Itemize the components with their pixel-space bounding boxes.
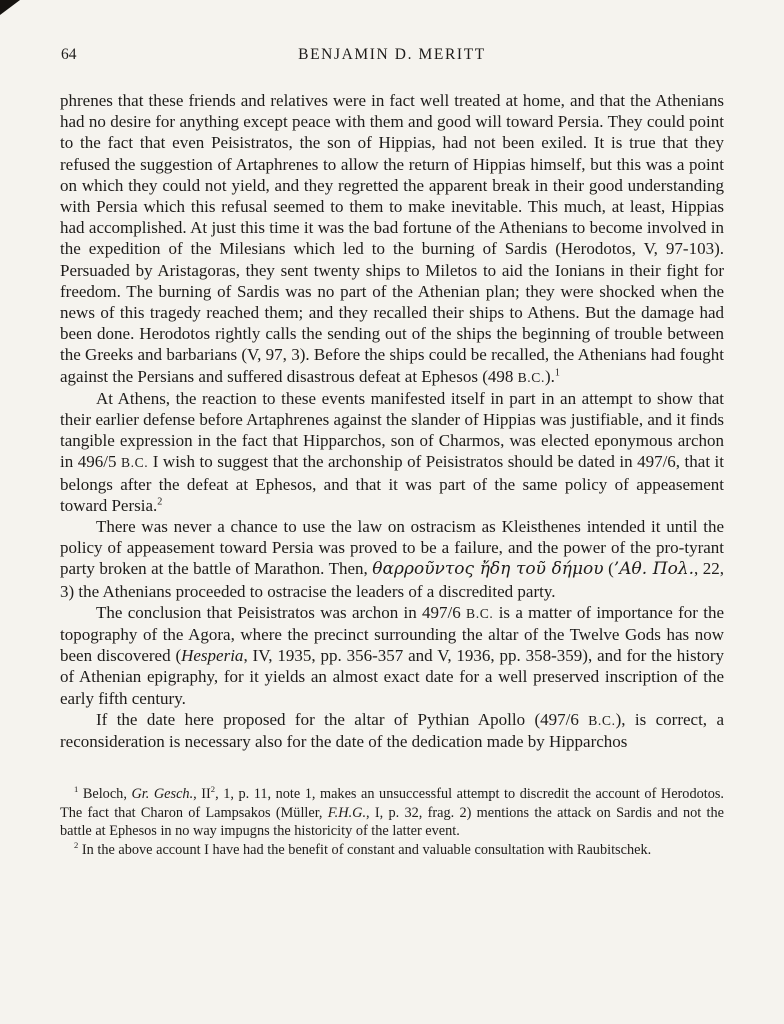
text-run: F.H.G.	[327, 804, 367, 821]
article-body	[60, 90, 724, 752]
scan-artifact	[0, 0, 20, 15]
page-number: 64	[61, 46, 77, 63]
text-run: If the date here proposed for the altar of Pythian Apollo (497/6	[96, 709, 589, 729]
text-run: phrenes that these friends and relatives were in fact well treated at home, and that the Athenians had no desire for anything except peace with them and good will toward Persia. They could point to the fact that even Peisistratos, the son of Hippias, had not been exiled. It is true that they refused the suggestion of Artaphrenes to allow the return of Hippias himself, but this was a point on which they could not yield, and they regretted the apparent break in their good understanding with Persia which this refusal seemed to them to make inevitable. This much, at least, Hippias had accomplished. At just this time it was the bad fortune of the Athenians to become involved in the expedition of the Milesians which led to the burning of Sardis (Herodotos, V, 97-103). Persuaded by Aristagoras, they sent twenty ships to Miletos to aid the Ionians in their fight for freedom. The burning of Sardis was no part of the Athenian plan; they were shocked when the news of this tragedy reached them; and they recalled their ships to Athens. But the damage had been done. Herodotos rightly calls the sending out of the ships the beginning of trouble between the Greeks and barbarians (V, 97, 3). Before the ships could be recalled, the Athenians had fought against the Persians and suffered disastrous defeat at Ephesos (498	[60, 91, 724, 386]
footnote-1	[60, 785, 724, 841]
text-run: B.C.	[466, 605, 494, 621]
text-run: , IV, 1935, pp. 356-357 and V, 1936, pp. 358-359), and for the history of Athenian epigraphy, for it yields an almost exact date for a well preserved inscription of the early fifth century.	[60, 646, 724, 708]
text-run: In the above account I have had the benefit of constant and valuable consultation with Raubitschek.	[78, 842, 652, 859]
text-run: 1	[74, 784, 79, 795]
paragraph-1	[60, 90, 724, 388]
text-run: , 1, p. 11, note 1, makes an unsuccessful attempt to discredit the account of Herodotos. The fact that Charon of Lampsakos (Müller,	[60, 786, 725, 821]
paragraph-3	[60, 516, 724, 602]
text-run: 2	[210, 784, 216, 795]
text-run: The conclusion that Peisistratos was archon in 497/6	[96, 602, 467, 622]
text-run: B.C.	[120, 455, 149, 471]
text-run: , 22, 3) the Athenians proceeded to ostracise the leaders of a discredited party.	[60, 559, 725, 601]
text-run: 2	[74, 840, 79, 851]
footnotes-section	[60, 785, 724, 859]
text-run: (	[603, 559, 614, 579]
text-run: is a matter of importance for the topography of the Agora, where the precinct surrounding the altar of the Twelve Gods has now been discovered (	[60, 602, 724, 666]
text-run: At Athens, the reaction to these events manifested itself in part in an attempt to show that their earlier defense before Artaphrenes against the slander of Hippias was justifiable, and it finds tangible expression in the fact that Hipparchos, son of Charmos, was elected eponymous archon in 496/5	[60, 388, 724, 472]
text-run: Gr. Gesch.	[131, 786, 194, 803]
text-run: 2	[157, 496, 163, 508]
text-run: B.C.	[588, 712, 616, 728]
paragraph-5	[60, 709, 724, 752]
text-run: Hesperia	[181, 646, 244, 666]
text-run: B.C.	[517, 369, 545, 385]
text-run: θαρροῦντος ἤδη τοῦ δήμου	[372, 559, 604, 580]
text-run: I wish to suggest that the archonship of Peisistratos should be dated in 497/6, that it belongs after the defeat at Ephesos, and that it was part of the same policy of appeasement toward Persia.	[60, 452, 724, 515]
paragraph-2	[60, 388, 724, 516]
text-run: , I, p. 32, frag. 2) mentions the attack on Sardis and not the battle at Ephesos in no way impugns the historicity of the latter event.	[60, 804, 724, 840]
text-run: , II	[193, 786, 211, 803]
text-run: Beloch,	[78, 786, 132, 803]
running-title: BENJAMIN D. MERITT	[298, 46, 486, 63]
text-run: ), is correct, a reconsideration is necessary also for the date of the dedication made by Hipparchos	[60, 709, 724, 752]
footnote-2	[60, 841, 724, 860]
text-run: ).	[544, 366, 555, 386]
page-header	[60, 46, 724, 66]
paragraph-4	[60, 602, 724, 709]
text-run: There was never a chance to use the law on ostracism as Kleisthenes intended it until the policy of appeasement toward Persia was proved to be a failure, and the power of the pro-tyrant party broken at the battle of Marathon. Then,	[60, 517, 724, 579]
text-run: 1	[554, 366, 560, 378]
text-run: ’Αθ. Πολ.	[613, 559, 695, 580]
